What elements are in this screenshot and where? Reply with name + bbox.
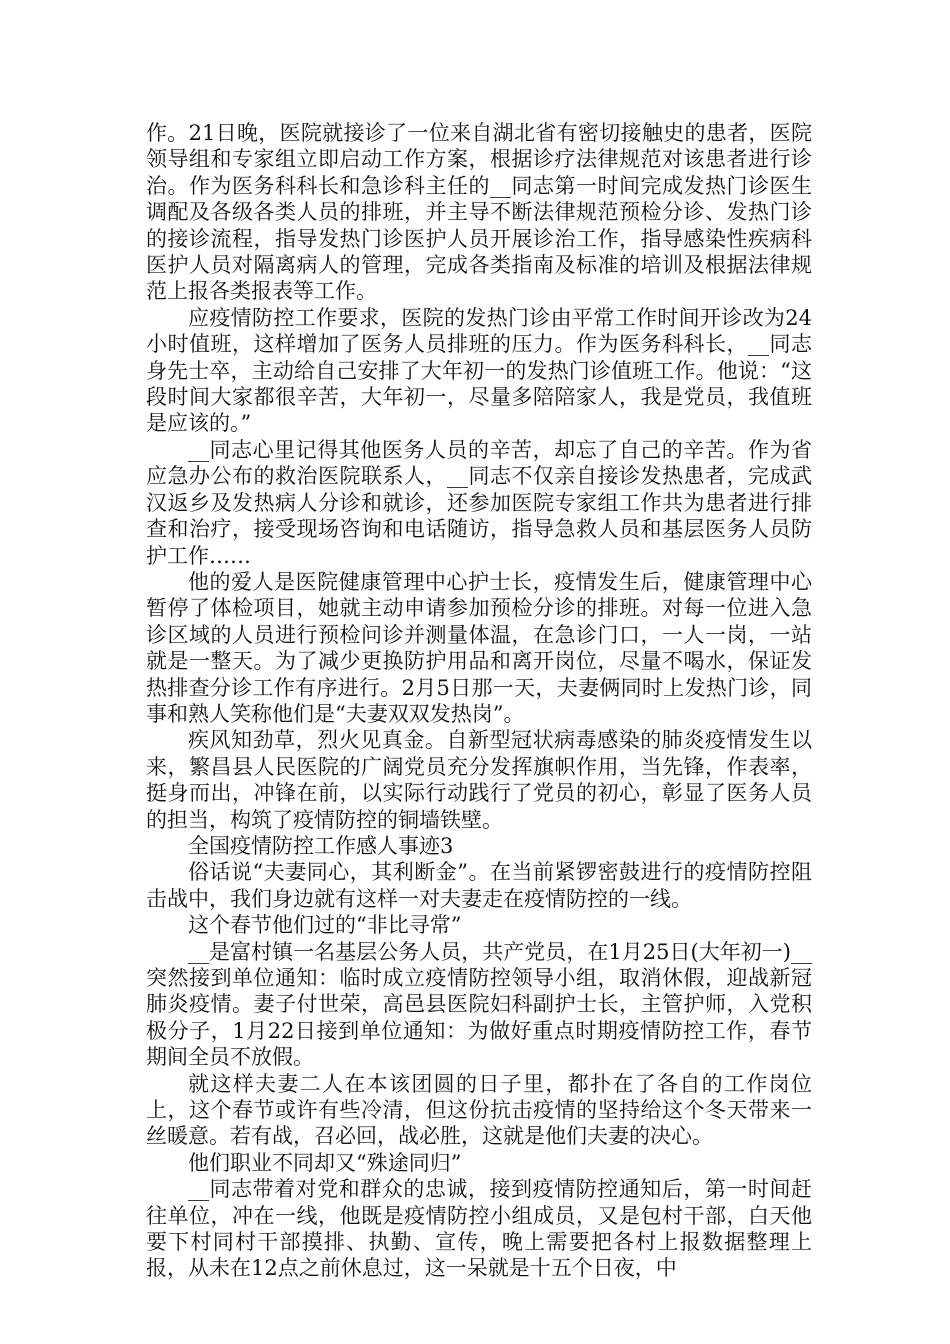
subheading-2: 他们职业不同却又“殊途同归”: [188, 1150, 462, 1175]
paragraph-5: 疾风知劲草，烈火见真金。自新型冠状病毒感染的肺炎疫情发生以来，繁昌县人民医院的广阔党员充分发挥旗帜作用，当先锋，作表率，挺身而出，冲锋在前，以实际行动践行了党员的初心，彰显了医务人员的担当，构筑了疫情防控的铜墙铁壁。: [146, 728, 812, 832]
subheading-1: 这个春节他们过的“非比寻常”: [188, 913, 462, 938]
paragraph-6: 俗话说“夫妻同心，其利断金”。在当前紧锣密鼓进行的疫情防控阻击战中，我们身边就有这样一对夫妻走在疫情防控的一线。: [146, 860, 812, 911]
paragraph-9: __同志带着对党和群众的忠诚，接到疫情防控通知后，第一时间赶往单位，冲在一线，他既是疫情防控小组成员，又是包村干部，白天他要下村同村干部摸排、执勤、宣传，晚上需要把各村上报数据整理上报，从未在12点之前休息过，这一呆就是十五个日夜，中: [146, 1177, 812, 1281]
paragraph-1: 作。21日晚，医院就接诊了一位来自湖北省有密切接触史的患者，医院领导组和专家组立即启动工作方案，根据诊疗法律规范对该患者进行诊治。作为医务科科长和急诊科主任的__同志第一时间完成发热门诊医生调配及各级各类人员的排班，并主导不断法律规范预检分诊、发热门诊的接诊流程，指导发热门诊医护人员开展诊治工作，指导感染性疾病科医护人员对隔离病人的管理，完成各类指南及标准的培训及根据法律规范上报各类报表等工作。: [146, 121, 812, 304]
section-title: 全国疫情防控工作感人事迹3: [188, 833, 454, 858]
paragraph-8: 就这样夫妻二人在本该团圆的日子里，都扑在了各自的工作岗位上，这个春节或许有些冷清，但这份抗击疫情的坚持给这个冬天带来一丝暖意。若有战，召必回，战必胜，这就是他们夫妻的决心。: [146, 1071, 812, 1149]
paragraph-4: 他的爱人是医院健康管理中心护士长，疫情发生后，健康管理中心暂停了体检项目，她就主动申请参加预检分诊的排班。对每一位进入急诊区域的人员进行预检问诊并测量体温，在急诊门口，一人一岗，一站就是一整天。为了减少更换防护用品和离开岗位，尽量不喝水，保证发热排查分诊工作有序进行。2月5日那一天，夫妻俩同时上发热门诊，同事和熟人笑称他们是“夫妻双双发热岗”。: [146, 569, 812, 726]
paragraph-7: __是富村镇一名基层公务人员，共产党员，在1月25日(大年初一)__突然接到单位通知：临时成立疫情防控领导小组，取消休假，迎战新冠肺炎疫情。妻子付世荣，高邑县医院妇科副护士长，主管护师，入党积极分子，1月22日接到单位通知：为做好重点时期疫情防控工作，春节期间全员不放假。: [146, 939, 812, 1070]
document-page: [146, 120, 812, 1282]
paragraph-2: 应疫情防控工作要求，医院的发热门诊由平常工作时间开诊改为24小时值班，这样增加了医务人员排班的压力。作为医务科科长，__同志身先士卒，主动给自己安排了大年初一的发热门诊值班工作。他说：“这段时间大家都很辛苦，大年初一，尽量多陪陪家人，我是党员，我值班是应该的。”: [146, 305, 812, 436]
paragraph-3: __同志心里记得其他医务人员的辛苦，却忘了自己的辛苦。作为省应急办公布的救治医院联系人，__同志不仅亲自接诊发热患者，完成武汉返乡及发热病人分诊和就诊，还参加医院专家组工作共为患者进行排查和治疗，接受现场咨询和电话随访，指导急救人员和基层医务人员防护工作……: [146, 437, 812, 568]
